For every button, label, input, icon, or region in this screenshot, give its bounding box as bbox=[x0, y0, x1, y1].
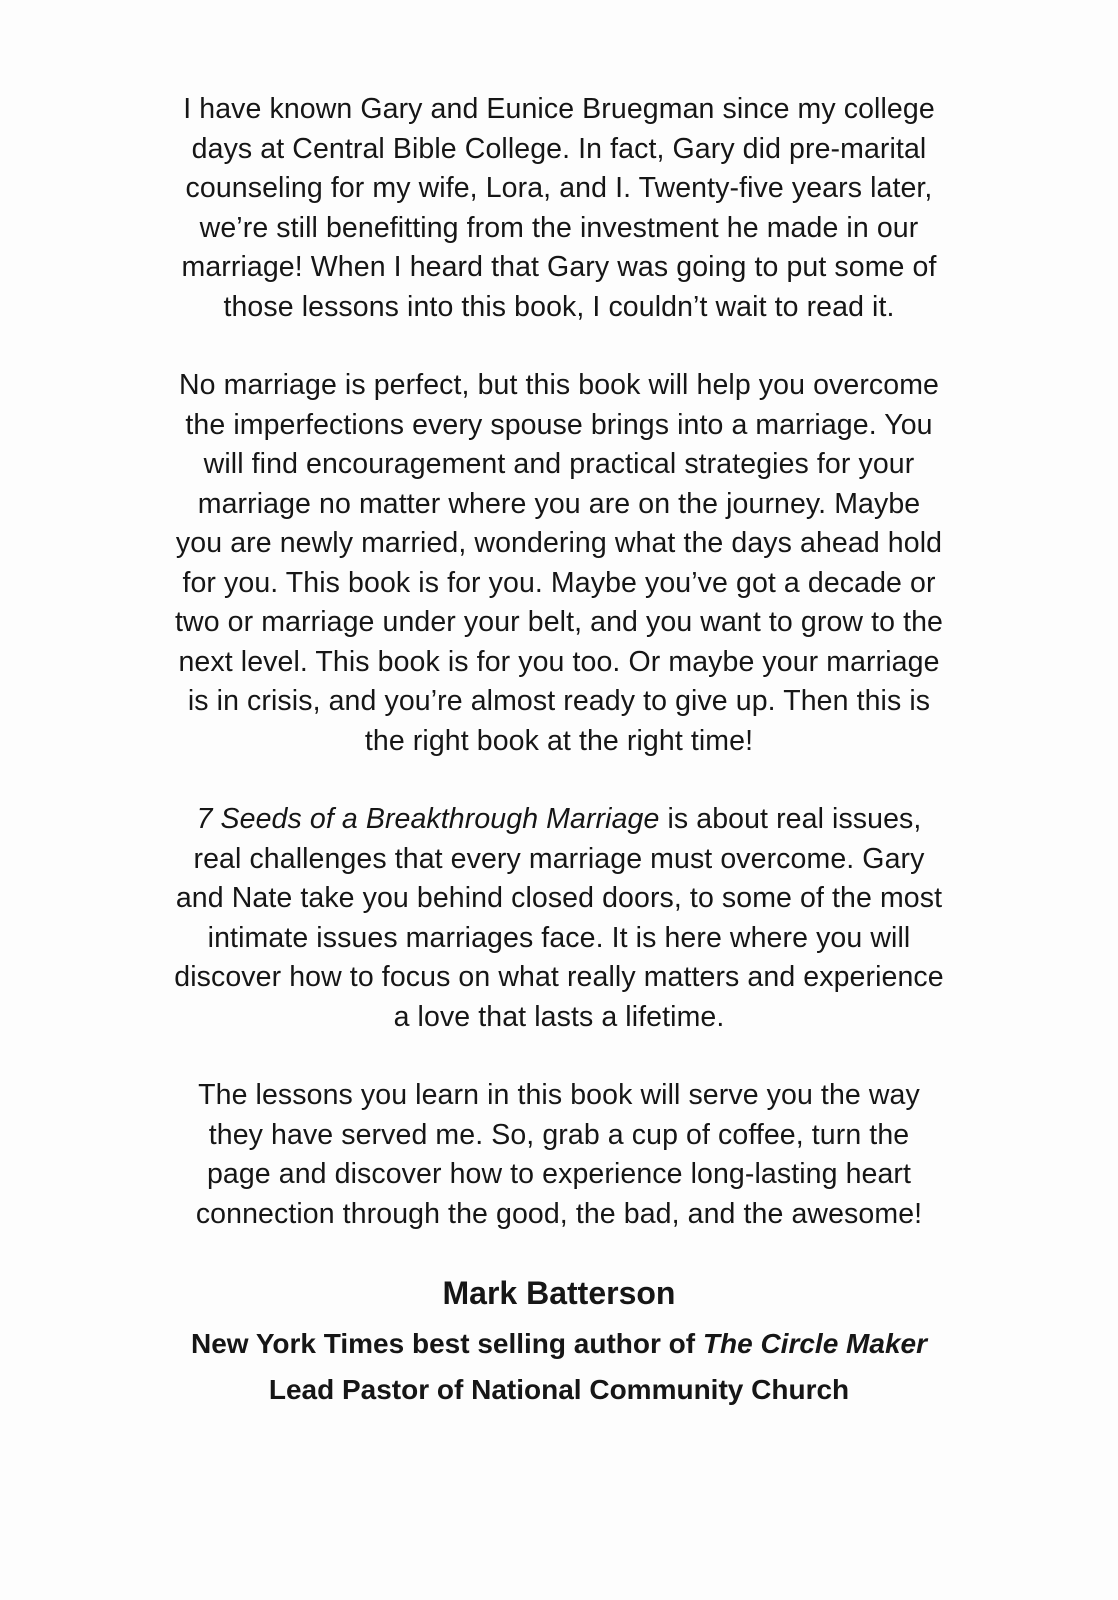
paragraph-4 bbox=[128, 1076, 990, 1234]
text-line: next level. This book is for you too. Or maybe your marriage bbox=[178, 645, 940, 678]
author-name: Mark Batterson bbox=[442, 1275, 676, 1311]
author-role: Lead Pastor of National Community Church bbox=[268, 1374, 850, 1405]
text-line: real challenges that every marriage must overcome. Gary bbox=[193, 842, 925, 875]
text-line: marriage! When I heard that Gary was going to put some of bbox=[181, 251, 937, 283]
paragraph-3 bbox=[128, 800, 990, 1037]
signature-block bbox=[128, 1273, 990, 1413]
text-line: I have known Gary and Eunice Bruegman since my college bbox=[183, 93, 935, 125]
endorsement-text bbox=[128, 90, 990, 1413]
text-line: intimate issues marriages face. It is here where you will bbox=[207, 921, 911, 954]
book-title: 7 Seeds of a Breakthrough Marriage bbox=[196, 803, 660, 835]
text-line: two or marriage under your belt, and you want to grow to the bbox=[175, 606, 943, 638]
text-line bbox=[128, 800, 990, 840]
credential-prefix: New York Times best selling author of bbox=[190, 1328, 703, 1359]
paragraph-2 bbox=[128, 366, 990, 761]
text-line: those lessons into this book, I couldn’t wait to read it. bbox=[223, 290, 895, 323]
text-line: counseling for my wife, Lora, and I. Twenty-five years later, bbox=[185, 172, 933, 204]
text-line: a love that lasts a lifetime. bbox=[393, 1000, 725, 1033]
text-line: will find encouragement and practical strategies for your bbox=[203, 448, 915, 480]
paragraph-1 bbox=[128, 90, 990, 327]
credential-book-title: The Circle Maker bbox=[702, 1328, 927, 1359]
text-line: page and discover how to experience long-lasting heart bbox=[206, 1158, 912, 1190]
text-line: the imperfections every spouse brings into a marriage. You bbox=[185, 408, 933, 441]
text-fragment: is about real issues, bbox=[659, 803, 922, 835]
text-line: we’re still benefitting from the investment he made in our bbox=[199, 211, 919, 244]
author-credential bbox=[128, 1321, 990, 1367]
text-line: for you. This book is for you. Maybe you’ve got a decade or bbox=[182, 566, 936, 599]
text-line: the right book at the right time! bbox=[364, 724, 754, 757]
text-line: and Nate take you behind closed doors, to some of the most bbox=[175, 882, 943, 914]
text-line: connection through the good, the bad, and the awesome! bbox=[195, 1197, 923, 1230]
text-line: is in crisis, and you’re almost ready to give up. Then this is bbox=[187, 685, 931, 717]
text-line: The lessons you learn in this book will serve you the way bbox=[198, 1079, 920, 1111]
text-line: they have served me. So, grab a cup of coffee, turn the bbox=[208, 1118, 910, 1151]
text-line: days at Central Bible College. In fact, Gary did pre-marital bbox=[191, 132, 927, 165]
text-line: marriage no matter where you are on the journey. Maybe bbox=[197, 487, 921, 520]
text-line: discover how to focus on what really matters and experience bbox=[174, 961, 944, 993]
text-line: No marriage is perfect, but this book will help you overcome bbox=[178, 369, 939, 401]
text-line: you are newly married, wondering what the days ahead hold bbox=[175, 527, 943, 559]
